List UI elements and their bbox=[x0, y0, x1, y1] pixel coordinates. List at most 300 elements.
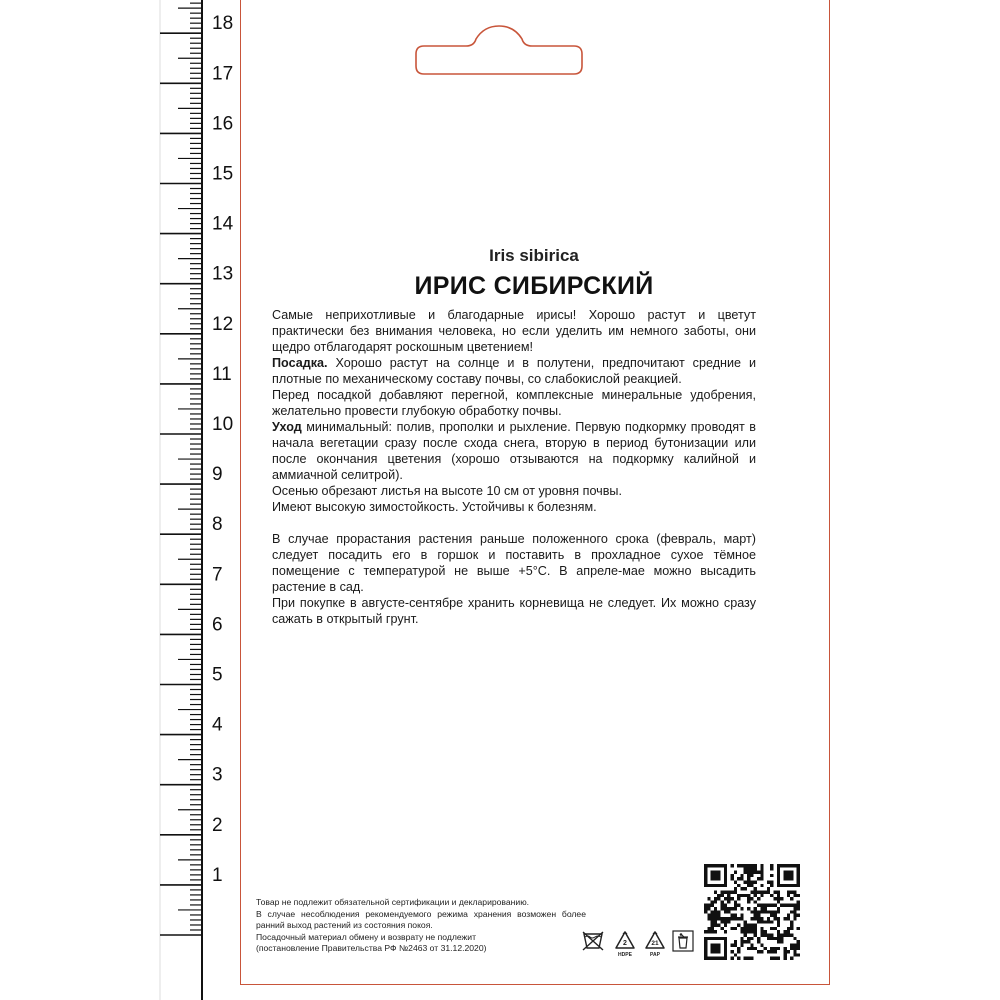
qr-module bbox=[750, 867, 753, 870]
qr-module bbox=[754, 917, 757, 920]
qr-module bbox=[774, 904, 777, 907]
qr-module bbox=[750, 884, 753, 887]
qr-module bbox=[744, 957, 747, 960]
qr-module bbox=[747, 897, 750, 900]
qr-module bbox=[793, 950, 796, 953]
qr-module bbox=[777, 924, 780, 927]
qr-module bbox=[777, 894, 780, 897]
qr-module bbox=[774, 897, 777, 900]
qr-module bbox=[750, 897, 753, 900]
qr-module bbox=[711, 874, 714, 877]
qr-module bbox=[790, 864, 793, 867]
qr-module bbox=[774, 890, 777, 893]
qr-module bbox=[717, 914, 720, 917]
qr-module bbox=[754, 934, 757, 937]
qr-module bbox=[721, 907, 724, 910]
qr-module bbox=[744, 920, 747, 923]
qr-module bbox=[793, 937, 796, 940]
qr-module bbox=[721, 927, 724, 930]
qr-module bbox=[707, 917, 710, 920]
qr-module bbox=[704, 874, 707, 877]
qr-module bbox=[704, 940, 707, 943]
qr-module bbox=[777, 874, 780, 877]
qr-module bbox=[734, 927, 737, 930]
qr-module bbox=[711, 871, 714, 874]
qr-module bbox=[744, 927, 747, 930]
qr-module bbox=[760, 950, 763, 953]
qr-module bbox=[750, 881, 753, 884]
ruler-labels bbox=[212, 0, 234, 886]
qr-module bbox=[711, 920, 714, 923]
qr-module bbox=[717, 950, 720, 953]
qr-module bbox=[727, 917, 730, 920]
qr-module bbox=[714, 930, 717, 933]
qr-module bbox=[770, 937, 773, 940]
qr-module bbox=[754, 894, 757, 897]
qr-module bbox=[711, 904, 714, 907]
qr-module bbox=[737, 894, 740, 897]
qr-module bbox=[774, 950, 777, 953]
qr-module bbox=[783, 917, 786, 920]
qr-module bbox=[760, 890, 763, 893]
qr-module bbox=[750, 947, 753, 950]
qr-module bbox=[740, 917, 743, 920]
qr-module bbox=[747, 947, 750, 950]
qr-module bbox=[797, 874, 800, 877]
qr-module bbox=[797, 864, 800, 867]
qr-module bbox=[747, 937, 750, 940]
qr-module bbox=[727, 910, 730, 913]
qr-module bbox=[787, 864, 790, 867]
qr-module bbox=[727, 920, 730, 923]
qr-module bbox=[724, 917, 727, 920]
qr-module bbox=[754, 887, 757, 890]
qr-module bbox=[744, 930, 747, 933]
qr-module bbox=[777, 907, 780, 910]
qr-module bbox=[790, 890, 793, 893]
qr-module bbox=[754, 871, 757, 874]
qr-module bbox=[721, 920, 724, 923]
qr-module bbox=[790, 934, 793, 937]
qr-module bbox=[734, 871, 737, 874]
qr-module bbox=[740, 864, 743, 867]
qr-module bbox=[724, 920, 727, 923]
qr-module bbox=[777, 947, 780, 950]
qr-module bbox=[793, 914, 796, 917]
qr-module bbox=[734, 904, 737, 907]
legal-notice bbox=[256, 897, 586, 955]
qr-module bbox=[754, 900, 757, 903]
qr-module bbox=[704, 871, 707, 874]
qr-module bbox=[740, 943, 743, 946]
qr-module bbox=[704, 867, 707, 870]
qr-module bbox=[777, 920, 780, 923]
qr-module bbox=[783, 934, 786, 937]
qr-module bbox=[717, 917, 720, 920]
qr-module bbox=[747, 927, 750, 930]
ruler-label: 15 bbox=[212, 163, 234, 185]
qr-module bbox=[790, 927, 793, 930]
qr-module bbox=[754, 927, 757, 930]
qr-module bbox=[744, 871, 747, 874]
qr-module bbox=[730, 917, 733, 920]
qr-module bbox=[707, 864, 710, 867]
qr-module bbox=[730, 914, 733, 917]
qr-module bbox=[750, 927, 753, 930]
qr-module bbox=[724, 957, 727, 960]
qr-module bbox=[721, 884, 724, 887]
qr-module bbox=[724, 890, 727, 893]
storage-paragraph-1: В случае прорастания растения раньше положенного срока (февраль, март) следует посадить его в горшок и поставить в прохладное сухое тёмное помещение с температурой не выше +5°С. В апреле-мае можно высадить растение в сад. bbox=[272, 532, 756, 594]
qr-module bbox=[724, 877, 727, 880]
qr-module bbox=[704, 930, 707, 933]
hdpe-number: 2 bbox=[623, 940, 627, 947]
qr-module bbox=[793, 907, 796, 910]
qr-module bbox=[730, 927, 733, 930]
qr-module bbox=[714, 910, 717, 913]
qr-module bbox=[774, 947, 777, 950]
qr-module bbox=[787, 927, 790, 930]
qr-module bbox=[714, 943, 717, 946]
care-label: Уход bbox=[272, 420, 302, 434]
qr-module bbox=[767, 887, 770, 890]
qr-module bbox=[757, 877, 760, 880]
qr-module bbox=[721, 937, 724, 940]
qr-module bbox=[724, 943, 727, 946]
qr-module bbox=[774, 917, 777, 920]
qr-module bbox=[770, 914, 773, 917]
qr-module bbox=[767, 917, 770, 920]
qr-module bbox=[714, 937, 717, 940]
qr-module bbox=[780, 934, 783, 937]
qr-module bbox=[750, 957, 753, 960]
qr-module bbox=[754, 910, 757, 913]
qr-module bbox=[787, 914, 790, 917]
qr-module bbox=[790, 874, 793, 877]
qr-module bbox=[707, 937, 710, 940]
qr-module bbox=[711, 927, 714, 930]
qr-module bbox=[777, 864, 780, 867]
qr-module bbox=[734, 887, 737, 890]
qr-module bbox=[783, 947, 786, 950]
qr-module bbox=[747, 930, 750, 933]
qr-module bbox=[717, 957, 720, 960]
qr-module bbox=[704, 907, 707, 910]
qr-module bbox=[734, 881, 737, 884]
qr-module bbox=[777, 910, 780, 913]
qr-module bbox=[770, 881, 773, 884]
qr-module bbox=[777, 897, 780, 900]
qr-module bbox=[797, 940, 800, 943]
qr-module bbox=[747, 957, 750, 960]
qr-module bbox=[760, 874, 763, 877]
qr-module bbox=[780, 937, 783, 940]
qr-module bbox=[760, 904, 763, 907]
qr-module bbox=[797, 900, 800, 903]
qr-module bbox=[777, 884, 780, 887]
trash-bin-icon bbox=[672, 930, 694, 962]
qr-module bbox=[727, 900, 730, 903]
qr-module bbox=[770, 947, 773, 950]
qr-module bbox=[704, 881, 707, 884]
qr-module bbox=[714, 907, 717, 910]
latin-name: Iris sibirica bbox=[489, 246, 579, 265]
qr-module bbox=[774, 910, 777, 913]
qr-module bbox=[730, 907, 733, 910]
qr-module bbox=[764, 910, 767, 913]
qr-module bbox=[757, 890, 760, 893]
qr-module bbox=[797, 953, 800, 956]
qr-module bbox=[793, 953, 796, 956]
qr-module bbox=[717, 897, 720, 900]
qr-module bbox=[777, 877, 780, 880]
qr-module bbox=[707, 957, 710, 960]
qr-module bbox=[790, 877, 793, 880]
planting-label: Посадка. bbox=[272, 356, 328, 370]
qr-module bbox=[704, 937, 707, 940]
qr-module bbox=[787, 917, 790, 920]
qr-module bbox=[704, 957, 707, 960]
qr-code bbox=[704, 864, 800, 960]
qr-module bbox=[797, 904, 800, 907]
qr-module bbox=[767, 890, 770, 893]
qr-module bbox=[760, 917, 763, 920]
qr-module bbox=[764, 920, 767, 923]
qr-module bbox=[714, 871, 717, 874]
qr-module bbox=[757, 940, 760, 943]
qr-module bbox=[793, 910, 796, 913]
qr-module bbox=[750, 864, 753, 867]
qr-module bbox=[717, 874, 720, 877]
qr-module bbox=[740, 930, 743, 933]
qr-module bbox=[777, 881, 780, 884]
qr-module bbox=[711, 950, 714, 953]
legal-line-1: Товар не подлежит обязательной сертификации и декларированию. bbox=[256, 897, 530, 907]
qr-module bbox=[750, 890, 753, 893]
qr-module bbox=[760, 871, 763, 874]
qr-module bbox=[767, 904, 770, 907]
legal-line-2: В случае несоблюдения рекомендуемого режима хранения возможен более ранний выход растений из состояния покоя. bbox=[256, 908, 586, 930]
qr-module bbox=[780, 940, 783, 943]
qr-module bbox=[760, 930, 763, 933]
qr-module bbox=[793, 884, 796, 887]
qr-module bbox=[787, 930, 790, 933]
hdpe-recycle-icon bbox=[614, 930, 636, 962]
qr-module bbox=[760, 927, 763, 930]
qr-module bbox=[780, 864, 783, 867]
ruler-label: 11 bbox=[212, 363, 232, 385]
qr-module bbox=[734, 917, 737, 920]
qr-module bbox=[790, 910, 793, 913]
qr-module bbox=[707, 897, 710, 900]
qr-module bbox=[760, 907, 763, 910]
qr-module bbox=[787, 877, 790, 880]
qr-module bbox=[754, 867, 757, 870]
qr-module bbox=[721, 894, 724, 897]
qr-module bbox=[721, 917, 724, 920]
qr-module bbox=[717, 877, 720, 880]
qr-module bbox=[714, 897, 717, 900]
qr-module bbox=[783, 904, 786, 907]
qr-module bbox=[717, 924, 720, 927]
qr-module bbox=[760, 867, 763, 870]
qr-module bbox=[747, 871, 750, 874]
qr-module bbox=[767, 881, 770, 884]
qr-module bbox=[724, 904, 727, 907]
qr-module bbox=[780, 884, 783, 887]
qr-module bbox=[787, 894, 790, 897]
qr-module bbox=[790, 920, 793, 923]
qr-module bbox=[707, 927, 710, 930]
qr-module bbox=[727, 890, 730, 893]
qr-module bbox=[704, 877, 707, 880]
ruler-label: 14 bbox=[212, 213, 234, 235]
qr-module bbox=[724, 871, 727, 874]
qr-module bbox=[717, 937, 720, 940]
ruler-label: 9 bbox=[212, 464, 223, 486]
qr-module bbox=[711, 910, 714, 913]
qr-module bbox=[714, 950, 717, 953]
qr-module bbox=[777, 900, 780, 903]
qr-module bbox=[793, 943, 796, 946]
ruler-label: 12 bbox=[212, 313, 234, 335]
qr-module bbox=[704, 910, 707, 913]
qr-module bbox=[777, 871, 780, 874]
ruler-label: 18 bbox=[212, 13, 234, 35]
qr-module bbox=[721, 900, 724, 903]
qr-module bbox=[714, 957, 717, 960]
qr-module bbox=[704, 864, 707, 867]
qr-module bbox=[770, 864, 773, 867]
qr-module bbox=[714, 947, 717, 950]
qr-module bbox=[750, 917, 753, 920]
qr-module bbox=[770, 934, 773, 937]
qr-module bbox=[790, 904, 793, 907]
qr-module bbox=[707, 884, 710, 887]
planting-paragraph bbox=[272, 355, 756, 387]
qr-module bbox=[774, 914, 777, 917]
qr-module bbox=[760, 920, 763, 923]
qr-module bbox=[744, 881, 747, 884]
qr-module bbox=[777, 930, 780, 933]
qr-module bbox=[711, 917, 714, 920]
qr-module bbox=[717, 864, 720, 867]
qr-module bbox=[777, 957, 780, 960]
qr-module bbox=[704, 943, 707, 946]
qr-module bbox=[724, 950, 727, 953]
qr-module bbox=[734, 900, 737, 903]
qr-module bbox=[764, 904, 767, 907]
qr-module bbox=[711, 937, 714, 940]
qr-module bbox=[721, 957, 724, 960]
qr-module bbox=[717, 884, 720, 887]
qr-module bbox=[734, 943, 737, 946]
qr-module bbox=[707, 914, 710, 917]
qr-module bbox=[790, 943, 793, 946]
qr-module bbox=[727, 897, 730, 900]
preparation-paragraph: Перед посадкой добавляют перегной, комплексные минеральные удобрения, желательно провести глубокую обработку почвы. bbox=[272, 388, 756, 418]
qr-module bbox=[714, 864, 717, 867]
qr-module bbox=[727, 894, 730, 897]
qr-module bbox=[724, 924, 727, 927]
qr-module bbox=[757, 950, 760, 953]
qr-module bbox=[764, 890, 767, 893]
qr-module bbox=[747, 894, 750, 897]
qr-module bbox=[754, 930, 757, 933]
qr-module bbox=[790, 897, 793, 900]
hardiness-paragraph: Имеют высокую зимостойкость. Устойчивы к болезням. bbox=[272, 500, 597, 514]
qr-module bbox=[770, 910, 773, 913]
qr-module bbox=[797, 884, 800, 887]
qr-module bbox=[760, 894, 763, 897]
qr-module bbox=[724, 930, 727, 933]
qr-module bbox=[737, 924, 740, 927]
qr-module bbox=[740, 927, 743, 930]
qr-module bbox=[724, 940, 727, 943]
qr-module bbox=[714, 900, 717, 903]
qr-module bbox=[740, 907, 743, 910]
qr-module bbox=[714, 884, 717, 887]
qr-module bbox=[721, 890, 724, 893]
qr-module bbox=[730, 897, 733, 900]
qr-module bbox=[774, 937, 777, 940]
qr-module bbox=[770, 884, 773, 887]
qr-module bbox=[770, 950, 773, 953]
qr-module bbox=[724, 884, 727, 887]
qr-module bbox=[724, 864, 727, 867]
qr-module bbox=[747, 874, 750, 877]
qr-module bbox=[760, 884, 763, 887]
qr-module bbox=[787, 904, 790, 907]
qr-module bbox=[734, 940, 737, 943]
qr-module bbox=[754, 907, 757, 910]
qr-module bbox=[797, 907, 800, 910]
qr-module bbox=[730, 890, 733, 893]
qr-module bbox=[754, 881, 757, 884]
qr-module bbox=[724, 907, 727, 910]
qr-module bbox=[747, 884, 750, 887]
qr-module bbox=[777, 917, 780, 920]
qr-module bbox=[797, 867, 800, 870]
qr-module bbox=[707, 904, 710, 907]
qr-module bbox=[730, 874, 733, 877]
qr-module bbox=[770, 894, 773, 897]
storage-paragraph-2: При покупке в августе-сентябре хранить корневища не следует. Их можно сразу сажать в открытый грунт. bbox=[272, 596, 756, 626]
qr-module bbox=[704, 884, 707, 887]
qr-module bbox=[777, 940, 780, 943]
qr-module bbox=[793, 890, 796, 893]
autumn-paragraph: Осенью обрезают листья на высоте 10 см от уровня почвы. bbox=[272, 484, 622, 498]
qr-module bbox=[750, 871, 753, 874]
ruler-label: 7 bbox=[212, 564, 223, 586]
qr-module bbox=[787, 950, 790, 953]
qr-module bbox=[797, 943, 800, 946]
qr-module bbox=[787, 934, 790, 937]
qr-module bbox=[724, 910, 727, 913]
qr-module bbox=[790, 884, 793, 887]
qr-module bbox=[707, 930, 710, 933]
qr-module bbox=[793, 894, 796, 897]
qr-module bbox=[747, 900, 750, 903]
qr-module bbox=[777, 937, 780, 940]
ruler-ticks bbox=[160, 3, 202, 935]
qr-module bbox=[797, 894, 800, 897]
qr-module bbox=[711, 924, 714, 927]
qr-module bbox=[754, 924, 757, 927]
qr-module bbox=[787, 874, 790, 877]
qr-module bbox=[767, 920, 770, 923]
qr-module bbox=[737, 897, 740, 900]
